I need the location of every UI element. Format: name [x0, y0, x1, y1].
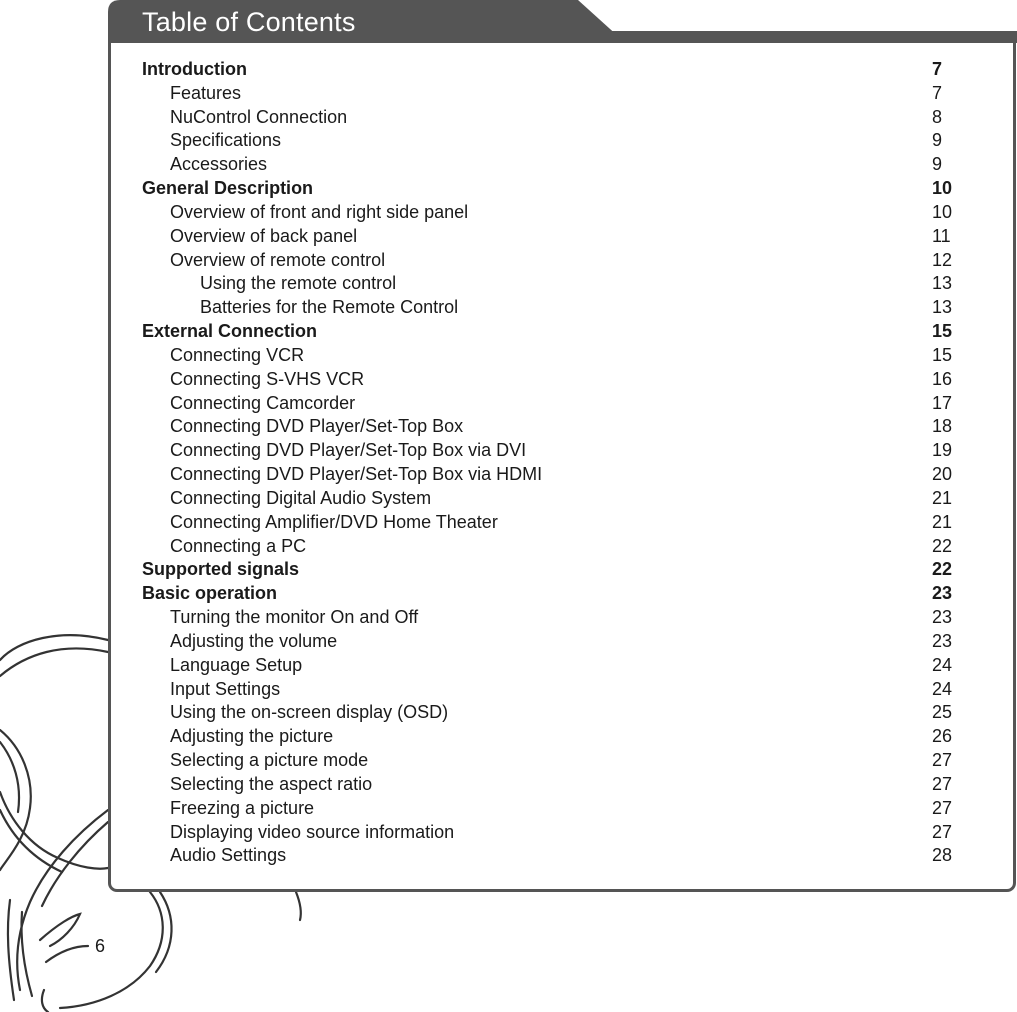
toc-entry	[142, 511, 960, 535]
toc-entry	[142, 654, 960, 678]
toc-title: General Description	[142, 178, 314, 199]
toc-page-number: 19	[932, 440, 953, 461]
toc-entry	[142, 749, 960, 773]
toc-title: Input Settings	[170, 678, 281, 699]
toc-title: Overview of front and right side panel	[170, 201, 469, 222]
toc-page-number: 27	[932, 750, 953, 771]
toc-title: Connecting S-VHS VCR	[170, 368, 365, 389]
toc-page-number: 25	[932, 702, 953, 723]
toc-entry	[142, 392, 960, 416]
toc-page-number: 27	[932, 797, 953, 818]
toc-title: Overview of remote control	[170, 249, 386, 270]
toc-page-number: 7	[932, 82, 943, 103]
toc-entry	[142, 272, 960, 296]
toc-entry	[142, 129, 960, 153]
toc-title: Features	[170, 82, 242, 103]
toc-page-number: 16	[932, 368, 953, 389]
toc-entry	[142, 415, 960, 439]
toc-title: Basic operation	[142, 583, 278, 604]
toc-title: Connecting Camcorder	[170, 392, 356, 413]
toc-page-number: 20	[932, 464, 953, 485]
toc-title: Freezing a picture	[170, 797, 315, 818]
toc-section	[142, 177, 960, 201]
toc-title: Using the remote control	[200, 273, 397, 294]
toc-section	[142, 58, 960, 82]
toc-section	[142, 320, 960, 344]
toc-page-number: 15	[932, 344, 953, 365]
toc-page-number: 28	[932, 845, 953, 866]
toc-title: Adjusting the volume	[170, 630, 338, 651]
toc-page-number: 12	[932, 249, 953, 270]
toc-title: Connecting Digital Audio System	[170, 487, 432, 508]
toc-title: Connecting DVD Player/Set-Top Box via HDMI	[170, 464, 543, 485]
toc-title: Batteries for the Remote Control	[200, 297, 459, 318]
toc-page-number: 10	[932, 201, 953, 222]
toc-page-number: 23	[932, 630, 953, 651]
toc-title: Introduction	[142, 59, 247, 79]
toc-title: Turning the monitor On and Off	[170, 607, 419, 628]
toc-page-number: 17	[932, 392, 953, 413]
toc-page-number: 13	[932, 297, 953, 318]
toc-title: Using the on-screen display (OSD)	[170, 702, 449, 723]
toc-page-number: 9	[932, 154, 943, 175]
toc-title: Audio Settings	[170, 845, 287, 866]
toc-page-number: 7	[932, 59, 943, 79]
toc-title: Accessories	[170, 154, 268, 175]
toc-entry	[142, 701, 960, 725]
toc-title: Adjusting the picture	[170, 726, 334, 747]
toc-page-number: 27	[932, 821, 953, 842]
toc-entry	[142, 797, 960, 821]
toc-title: External Connection	[142, 321, 318, 342]
toc-entry	[142, 201, 960, 225]
toc-entry	[142, 368, 960, 392]
toc-title: Connecting DVD Player/Set-Top Box	[170, 416, 464, 437]
toc-entry	[142, 678, 960, 702]
toc-entry	[142, 606, 960, 630]
toc-list	[142, 58, 960, 868]
toc-entry	[142, 487, 960, 511]
toc-page-number: 9	[932, 130, 943, 151]
toc-title: Connecting Amplifier/DVD Home Theater	[170, 511, 498, 532]
toc-page-number: 27	[932, 773, 953, 794]
toc-title: Overview of back panel	[170, 225, 358, 246]
toc-entry	[142, 773, 960, 797]
toc-page-number: 21	[932, 487, 953, 508]
toc-entry	[142, 725, 960, 749]
toc-entry	[142, 821, 960, 845]
toc-page-number: 23	[932, 607, 953, 628]
toc-page-number: 21	[932, 511, 953, 532]
toc-section	[142, 558, 960, 582]
toc-page-number: 26	[932, 726, 953, 747]
toc-page-number: 22	[932, 559, 953, 580]
toc-entry	[142, 106, 960, 130]
toc-title: Selecting a picture mode	[170, 750, 369, 771]
page-number: 6	[95, 936, 106, 956]
toc-title: Connecting a PC	[170, 535, 307, 556]
toc-entry	[142, 463, 960, 487]
toc-entry	[142, 439, 960, 463]
toc-entry	[142, 844, 960, 868]
toc-title: Specifications	[170, 130, 282, 151]
toc-title: Supported signals	[142, 559, 300, 580]
toc-entry	[142, 344, 960, 368]
toc-entry	[142, 630, 960, 654]
toc-section	[142, 582, 960, 606]
toc-entry	[142, 535, 960, 559]
toc-title: NuControl Connection	[170, 106, 348, 127]
toc-page-number: 18	[932, 416, 953, 437]
toc-page-number: 13	[932, 273, 953, 294]
page-title: Table of Contents	[142, 7, 356, 37]
toc-title: Displaying video source information	[170, 821, 455, 842]
toc-entry	[142, 153, 960, 177]
toc-page-number: 24	[932, 678, 953, 699]
toc-entry	[142, 82, 960, 106]
toc-page-number: 23	[932, 583, 953, 604]
toc-page-number: 8	[932, 106, 943, 127]
toc-page-number: 15	[932, 321, 953, 342]
toc-title: Connecting DVD Player/Set-Top Box via DVI	[170, 440, 527, 461]
toc-title: Language Setup	[170, 654, 303, 675]
toc-title: Selecting the aspect ratio	[170, 773, 373, 794]
toc-entry	[142, 225, 960, 249]
toc-entry	[142, 249, 960, 273]
toc-entry	[142, 296, 960, 320]
toc-page-number: 24	[932, 654, 953, 675]
toc-title: Connecting VCR	[170, 344, 305, 365]
toc-page-number: 11	[932, 225, 951, 246]
toc-page-number: 22	[932, 535, 953, 556]
toc-page-number: 10	[932, 178, 953, 199]
